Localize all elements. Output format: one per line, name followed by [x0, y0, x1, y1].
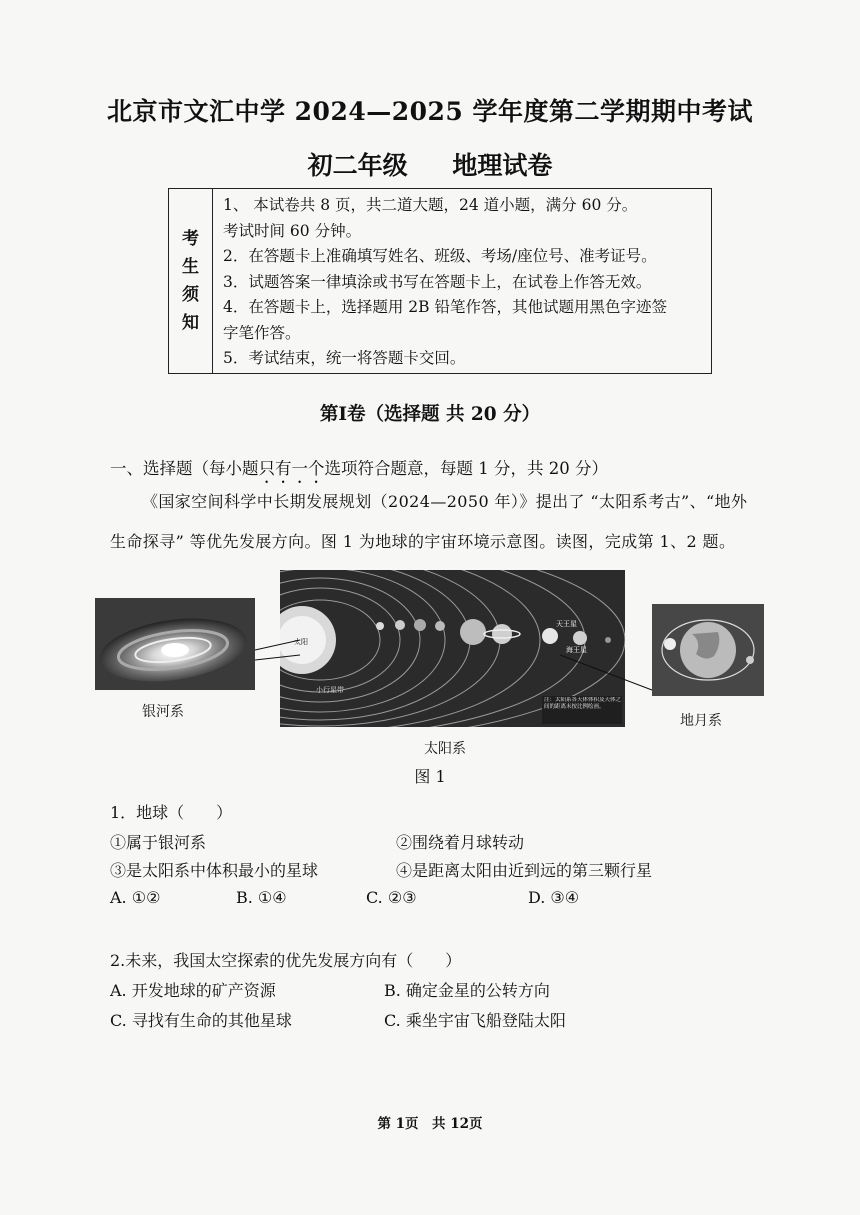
notice-line: 4．在答题卡上，选择题用 2B 铅笔作答，其他试题用黑色字迹签	[223, 298, 667, 316]
notice-line: 5．考试结束，统一将答题卡交回。	[223, 349, 466, 367]
page-footer: 第 1页 共 12页	[377, 1116, 483, 1132]
earth-moon-caption: 地月系	[680, 713, 722, 729]
notice-line: 考试时间 60 分钟。	[223, 221, 362, 240]
section-suffix: 选项符合题意，每题 1 分，共 20 分）	[324, 459, 608, 478]
q2-choice-d: C. 乘坐宇宙飞船登陆太阳	[384, 1011, 566, 1030]
q1-item: ②围绕着月球转动	[396, 833, 525, 852]
section-prefix: 一、选择题（每小题	[110, 459, 259, 478]
grade-label: 初二年级	[307, 151, 408, 180]
uranus-label: 天王星	[556, 620, 577, 628]
figure-label: 图 1	[414, 767, 446, 786]
q2-choice-b: B. 确定金星的公转方向	[384, 981, 550, 1000]
q1-choice-a: A. ①②	[110, 888, 161, 907]
notice-label-char: 须	[182, 285, 199, 305]
notice-label-char: 考	[182, 229, 199, 249]
notice-label-char: 生	[182, 257, 199, 277]
notice-label-char: 知	[182, 313, 199, 333]
q1-choice-b: B. ①④	[236, 888, 287, 907]
sun-label: 太阳	[294, 638, 308, 646]
solar-caption: 太阳系	[424, 741, 466, 757]
subject-label: 地理试卷	[452, 151, 553, 180]
q1-choice-c: C. ②③	[366, 888, 417, 907]
q1-item: ④是距离太阳由近到远的第三颗行星	[396, 861, 653, 880]
galaxy-caption: 银河系	[142, 704, 184, 720]
notice-line: 字笔作答。	[223, 323, 301, 342]
q1-item: ③是太阳系中体积最小的星球	[110, 861, 319, 880]
section-emphasis: 只有一个	[258, 459, 325, 478]
notice-line: 1、 本试卷共 8 页，共二道大题，24 道小题，满分 60 分。	[223, 196, 638, 214]
neptune-label: 海王星	[566, 646, 587, 654]
exam-title: 北京市文汇中学 2024—2025 学年度第二学期期中考试	[106, 97, 754, 126]
asteroid-belt-label: 小行星带	[316, 686, 344, 694]
question-2-stem: 2.未来，我国太空探索的优先发展方向有（ ）	[110, 951, 462, 970]
notice-line: 3．试题答案一律填涂或书写在答题卡上，在试卷上作答无效。	[223, 272, 652, 291]
notice-line: 2．在答题卡上准确填写姓名、班级、考场/座位号、准考证号。	[223, 247, 657, 265]
q1-choice-d: D. ③④	[528, 888, 580, 907]
volume-title: 第Ⅰ卷（选择题 共 20 分）	[319, 404, 541, 425]
intro-paragraph: 《国家空间科学中长期发展规划（2024—2050 年）》提出了 “太阳系考古”、“地外生命探寻” 等优先发展方向。图 1 为地球的宇宙环境示意图。读图，完成第 1、2 题。	[110, 492, 748, 551]
q2-choice-c: C. 寻找有生命的其他星球	[110, 1011, 292, 1030]
solar-note: 注：太阳系各天体体积及天体之间的距离未按比例绘画。	[544, 697, 622, 710]
question-1-stem: 1．地球（ ）	[110, 803, 233, 822]
q1-item: ①属于银河系	[110, 833, 207, 852]
q2-choice-a: A. 开发地球的矿产资源	[110, 981, 276, 1000]
